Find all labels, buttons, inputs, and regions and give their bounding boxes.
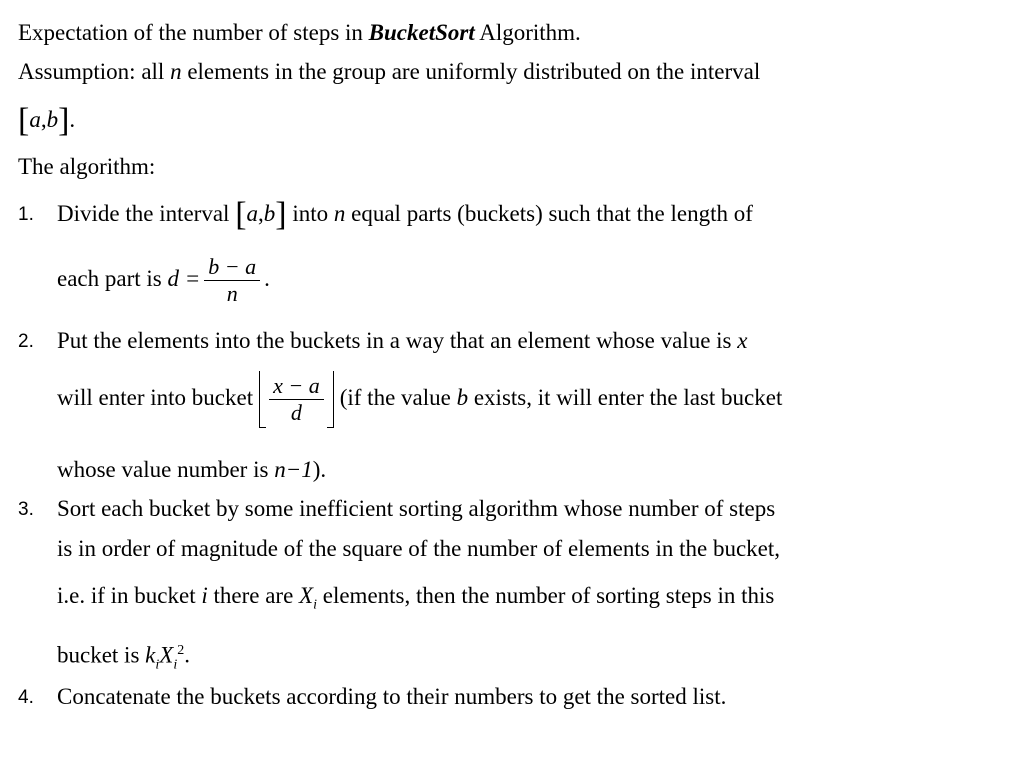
fraction-d: $\frac{b - a}{n}$ [204, 254, 260, 307]
step-3-line-4: bucket is $k_iX_i^2$. [57, 642, 190, 673]
step-2-number: 2. [18, 331, 34, 352]
assumption-interval: [a,b]. [18, 102, 76, 139]
step-1-number: 1. [18, 204, 34, 225]
step-3-number: 3. [18, 499, 34, 520]
step-2-line-2: will enter into bucket $\frac{x - a}{d}$ (if the value b exists, it will enter the last bucket [57, 373, 783, 425]
step-3-line-3: i.e. if in bucket i there are $X_i$ elements, then the number of sorting steps in this [57, 583, 775, 613]
algorithm-heading: The algorithm: [18, 154, 156, 179]
step-3-line-1: Sort each bucket by some inefficient sorting algorithm whose number of steps [57, 496, 776, 521]
step-1-line-1: Divide the interval [a,b] into n equal parts (buckets) such that the length of [57, 196, 753, 233]
step-2-line-3: whose value number is n−1). [57, 457, 327, 482]
step-4-line-1: Concatenate the buckets according to their numbers to get the sorted list. [57, 684, 727, 709]
floor-expression: $\frac{x - a}{d}$ [259, 373, 334, 426]
algorithm-name: BucketSort [368, 20, 475, 45]
assumption: Assumption: all n elements in the group are uniformly distributed on the interval [18, 59, 761, 84]
step-4-number: 4. [18, 687, 34, 708]
step-3-line-2: is in order of magnitude of the square of the number of elements in the bucket, [57, 536, 781, 561]
title: Expectation of the number of steps in BucketSort Algorithm. [18, 20, 581, 45]
step-1-line-2: each part is d = $\frac{b - a}{n}$ . [57, 254, 270, 306]
step-2-line-1: Put the elements into the buckets in a way that an element whose value is x [57, 328, 748, 353]
